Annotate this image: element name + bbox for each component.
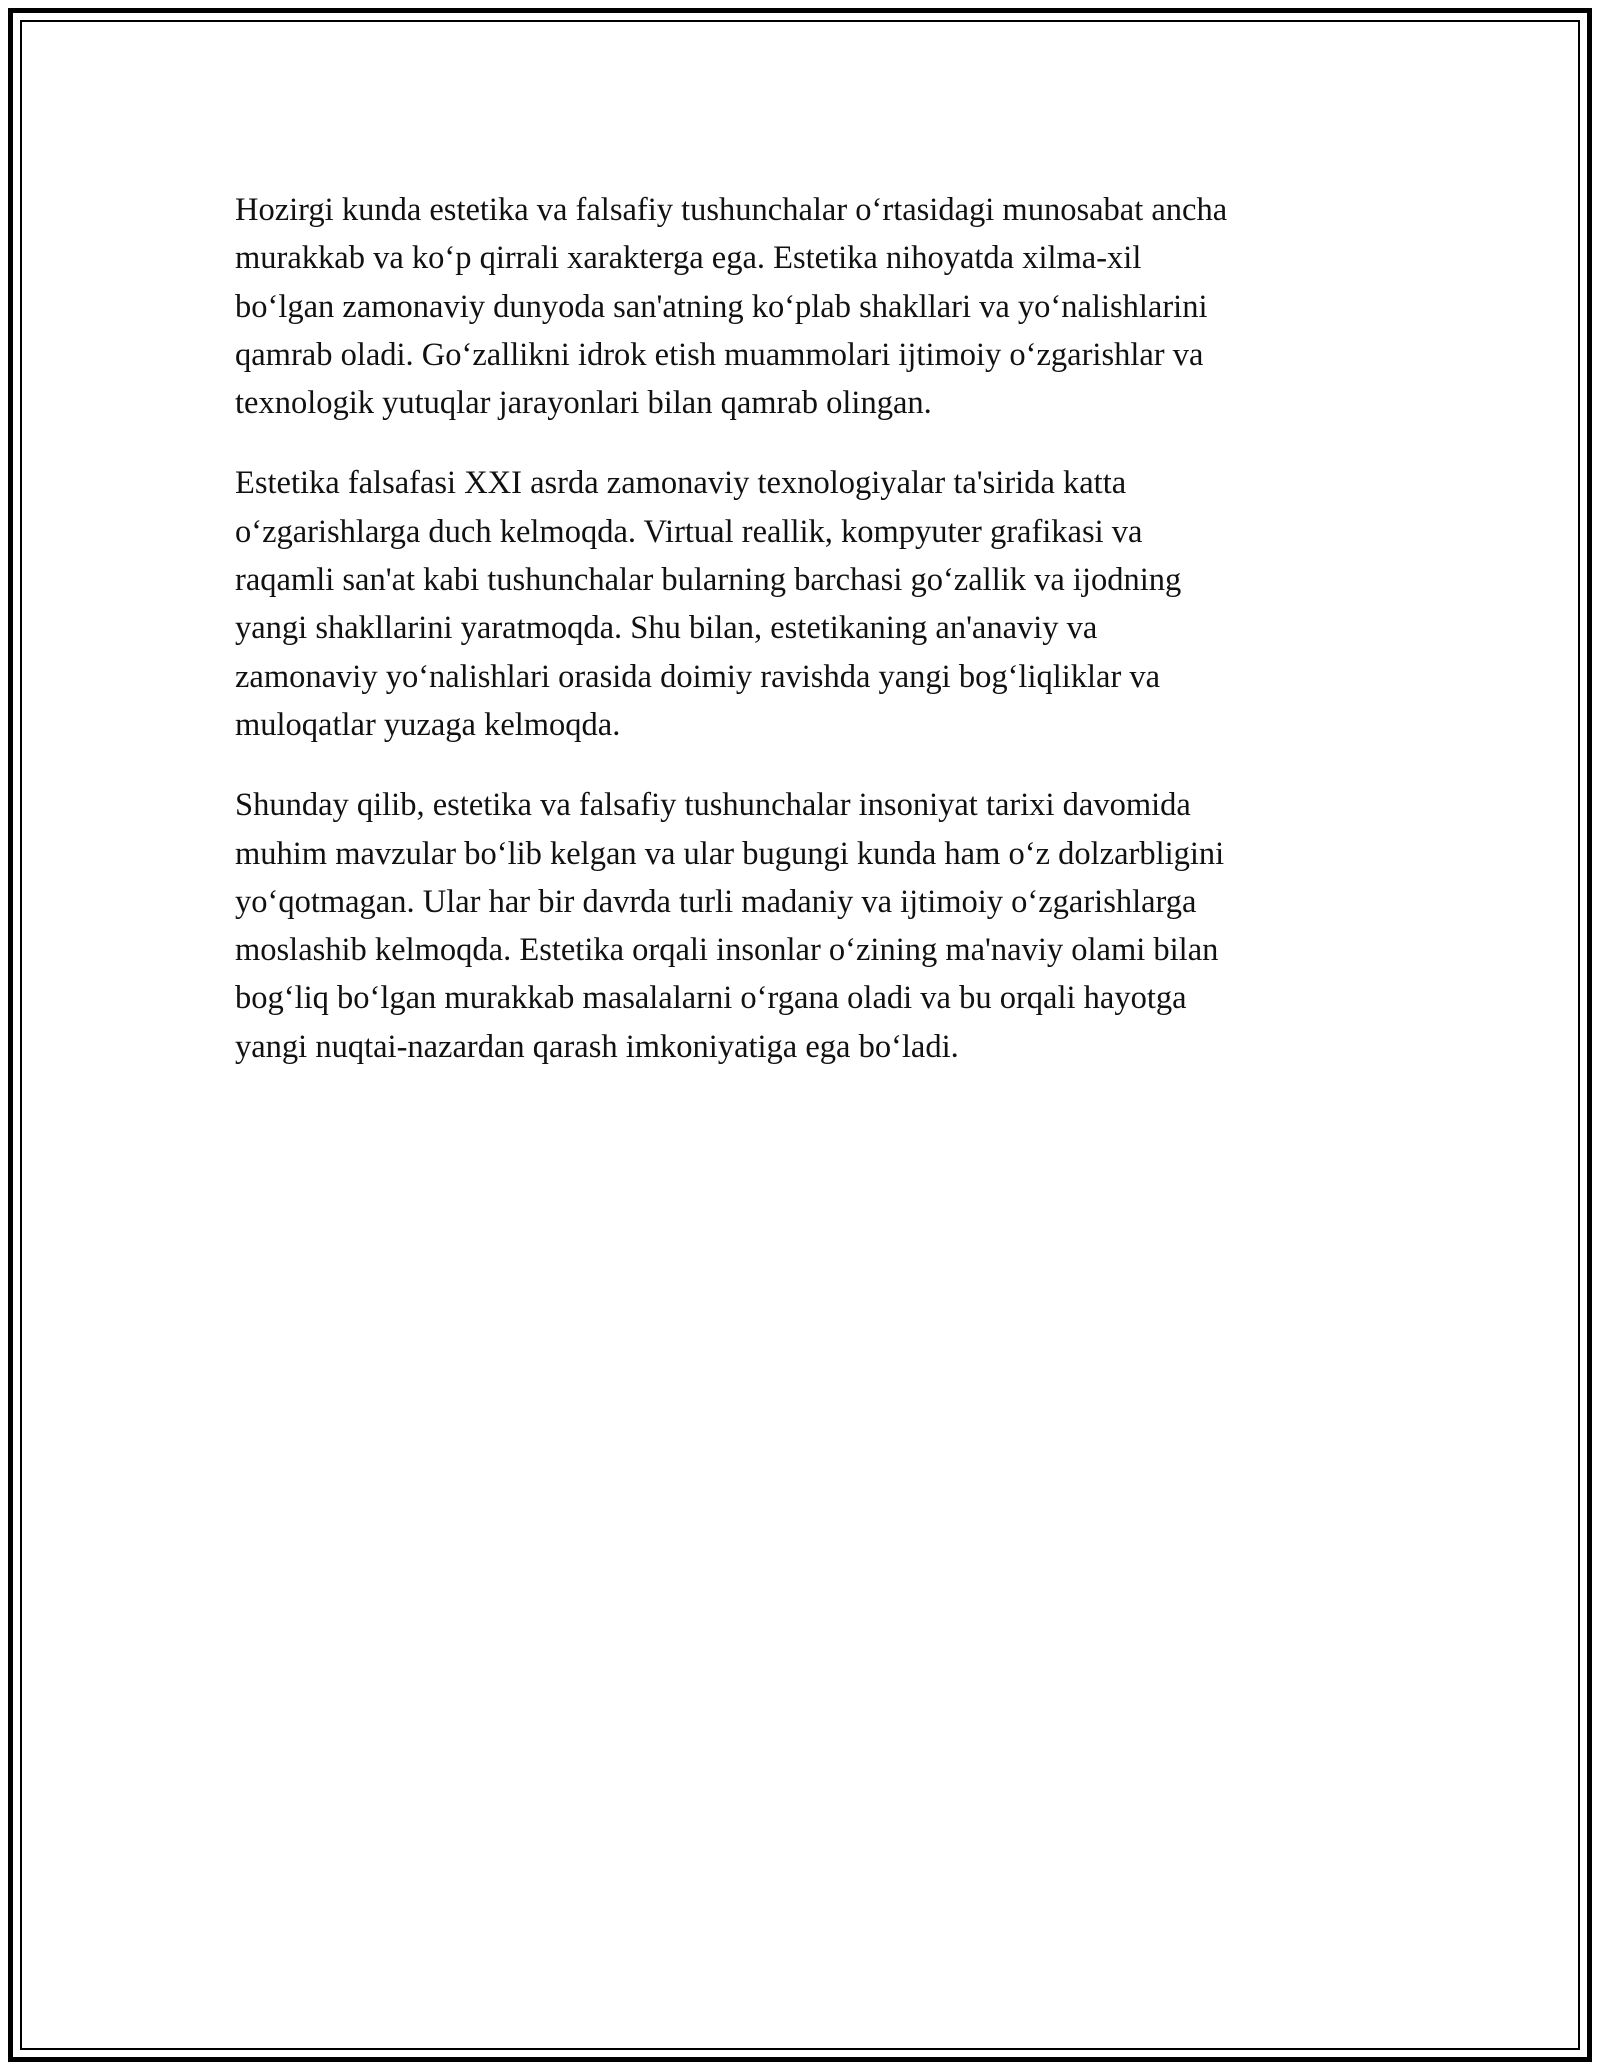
paragraph-line: yo‘qotmagan. Ular har bir davrda turli madaniy va ijtimoiy o‘zgarishlarga	[235, 883, 1197, 920]
paragraph-line: bo‘lgan zamonaviy dunyoda san'atning ko‘plab shakllari va yo‘nalishlarini	[235, 288, 1208, 325]
paragraph-line: o‘zgarishlarga duch kelmoqda. Virtual reallik, kompyuter grafikasi va	[235, 513, 1143, 550]
paragraph-line: Estetika falsafasi XXI asrda zamonaviy texnologiyalar ta'sirida katta	[235, 465, 1127, 502]
paragraph-line: zamonaviy yo‘nalishlari orasida doimiy ravishda yangi bog‘liqliklar va	[235, 658, 1161, 695]
paragraph-line: Hozirgi kunda estetika va falsafiy tushunchalar o‘rtasidagi munosabat ancha	[235, 192, 1228, 228]
paragraph-1	[235, 186, 1375, 427]
paragraph-2	[235, 459, 1375, 749]
paragraph-line: bog‘liq bo‘lgan murakkab masalalarni o‘rgana oladi va bu orqali hayotga	[235, 980, 1187, 1017]
paragraph-line: texnologik yutuqlar jarayonlari bilan qamrab olingan.	[235, 385, 932, 422]
paragraph-line: qamrab oladi. Go‘zallikni idrok etish muammolari ijtimoiy o‘zgarishlar va	[235, 336, 1204, 373]
paragraph-line: raqamli san'at kabi tushunchalar bularning barchasi go‘zallik va ijodning	[235, 562, 1182, 599]
paragraph-3	[235, 781, 1375, 1071]
document-body	[235, 186, 1375, 1103]
paragraph-line: moslashib kelmoqda. Estetika orqali insonlar o‘zining ma'naviy olami bilan	[235, 932, 1219, 969]
paragraph-line: yangi nuqtai-nazardan qarash imkoniyatiga ega bo‘ladi.	[235, 1028, 959, 1065]
paragraph-line: murakkab va ko‘p qirrali xarakterga ega. Estetika nihoyatda xilma-xil	[235, 240, 1142, 277]
paragraph-line: muloqatlar yuzaga kelmoqda.	[235, 706, 621, 743]
paragraph-line: yangi shakllarini yaratmoqda. Shu bilan, estetikaning an'anaviy va	[235, 610, 1098, 647]
paragraph-line: muhim mavzular bo‘lib kelgan va ular bugungi kunda ham o‘z dolzarbligini	[235, 835, 1225, 872]
paragraph-line: Shunday qilib, estetika va falsafiy tushunchalar insoniyat tarixi davomida	[235, 787, 1191, 824]
